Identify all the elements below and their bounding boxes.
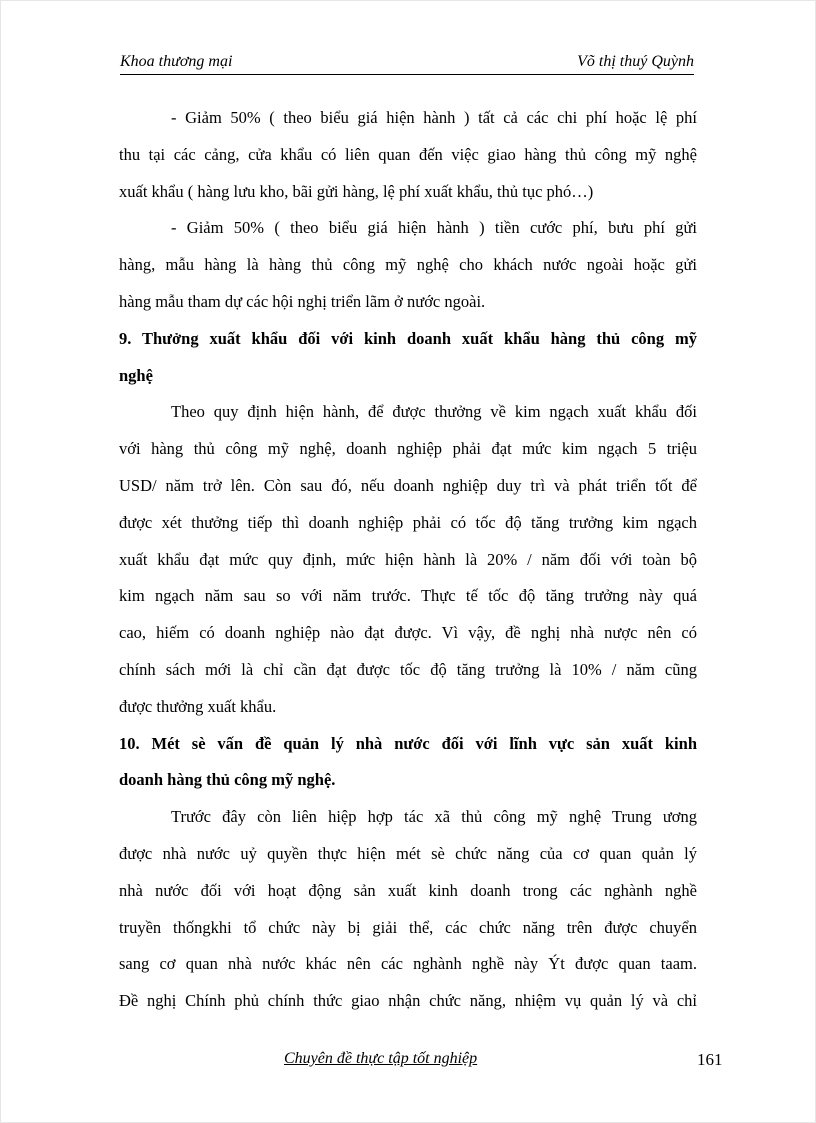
text-line: với hàng thủ công mỹ nghệ, doanh nghiệp phải đạt mức kim ngạch 5 triệu xyxy=(119,439,697,459)
header-author: Võ thị thuý Quỳnh xyxy=(577,53,694,70)
text-line: Đề nghị Chính phủ chính thức giao nhận chức năng, nhiệm vụ quản lý và chỉ xyxy=(119,991,697,1011)
page-header xyxy=(120,52,694,75)
body-paragraph xyxy=(119,100,697,210)
text-line: hàng mẫu tham dự các hội nghị triển lãm ở nước ngoài. xyxy=(119,291,486,311)
page-footer xyxy=(0,1050,816,1074)
text-line: cao, hiếm có doanh nghiệp nào đạt được. Vì vậy, đề nghị nhà nược nên có xyxy=(119,623,697,643)
text-line: được thưởng xuất khẩu. xyxy=(119,696,277,716)
text-line: 10. Mét sè vấn đề quản lý nhà nước đối với lĩnh vực sản xuất kinh xyxy=(119,733,697,753)
text-line: Theo quy định hiện hành, để được thưởng về kim ngạch xuất khẩu đối xyxy=(171,402,697,422)
footer-title: Chuyên đề thực tập tốt nghiệp xyxy=(284,1050,478,1067)
text-line: nghệ xyxy=(119,365,153,385)
text-line: - Giảm 50% ( theo biểu giá hiện hành ) tiền cước phí, bưu phí gửi xyxy=(171,218,697,238)
body-paragraph xyxy=(119,799,697,1020)
text-line: 9. Thưởng xuất khẩu đối với kinh doanh xuất khẩu hàng thủ công mỹ xyxy=(119,328,697,348)
section-heading xyxy=(119,321,697,395)
text-line: sang cơ quan nhà nước khác nên các nghành nghề này Ýt được quan taam. xyxy=(119,954,697,974)
text-line: kim ngạch năm sau so với năm trước. Thực tế tốc độ tăng trưởng này quá xyxy=(119,586,697,606)
text-line: Trước đây còn liên hiệp hợp tác xã thủ công mỹ nghệ Trung ương xyxy=(171,807,697,827)
text-line: được xét thưởng tiếp thì doanh nghiệp phải có tốc độ tăng trưởng kim ngạch xyxy=(119,512,697,532)
text-line: hàng, mẫu hàng là hàng thủ công mỹ nghệ cho khách nước ngoài hoặc gửi xyxy=(119,255,697,275)
body-paragraph xyxy=(119,394,697,725)
text-line: USD/ năm trở lên. Còn sau đó, nếu doanh nghiệp duy trì và phát triển tốt để xyxy=(119,475,697,495)
document-body xyxy=(119,100,697,1020)
body-paragraph xyxy=(119,210,697,320)
text-line: - Giảm 50% ( theo biểu giá hiện hành ) tất cả các chi phí hoặc lệ phí xyxy=(171,108,697,127)
header-faculty: Khoa thương mại xyxy=(120,53,233,70)
page-number: 161 xyxy=(697,1050,723,1069)
text-line: xuất khẩu ( hàng lưu kho, bãi gửi hàng, lệ phí xuất khẩu, thủ tục phó…) xyxy=(119,181,594,201)
text-line: nhà nước đối với hoạt động sản xuất kinh doanh trong các nghành nghề xyxy=(119,880,697,900)
text-line: doanh hàng thủ công mỹ nghệ. xyxy=(119,770,336,790)
section-heading xyxy=(119,726,697,800)
text-line: chính sách mới là chỉ cần đạt được tốc độ tăng trưởng là 10% / năm cũng xyxy=(119,659,697,679)
text-line: truyền thốngkhi tổ chức này bị giải thể, các chức năng trên được chuyển xyxy=(119,917,697,937)
text-line: được nhà nước uỷ quyền thực hiện mét sè chức năng của cơ quan quản lý xyxy=(119,843,697,863)
text-line: xuất khẩu đạt mức quy định, mức hiện hành là 20% / năm đối với toàn bộ xyxy=(119,549,697,569)
text-line: thu tại các cảng, cửa khẩu có liên quan đến việc giao hàng thủ công mỹ nghệ xyxy=(119,144,697,164)
